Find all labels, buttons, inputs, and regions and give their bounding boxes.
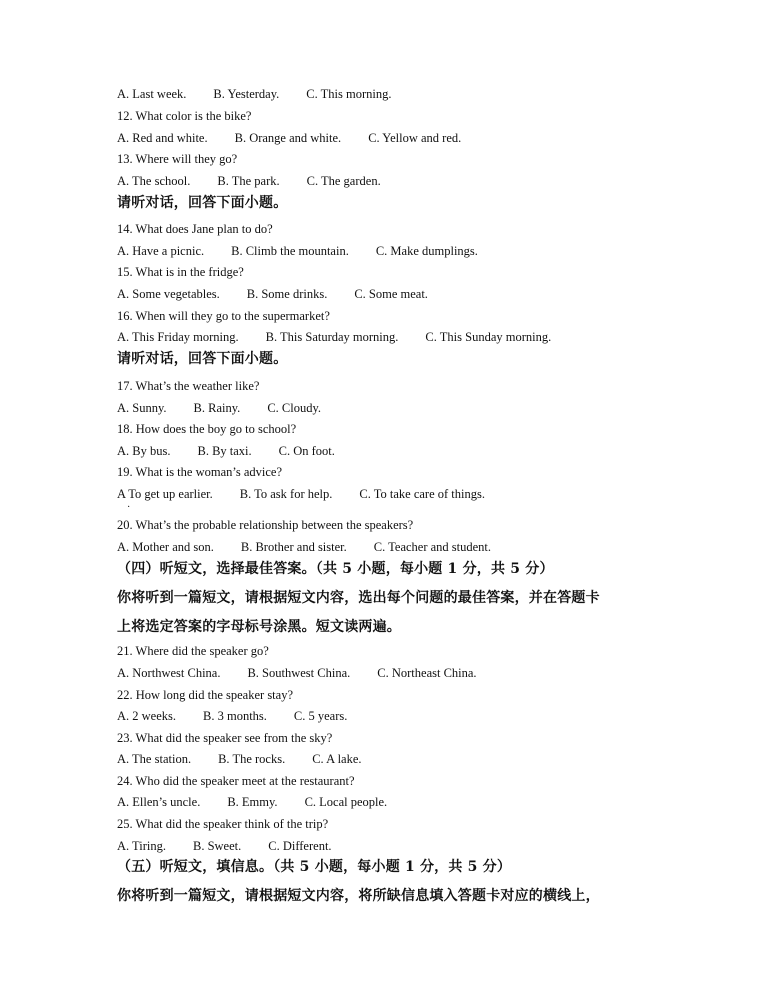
answer-option: C. Local people. bbox=[304, 795, 388, 809]
answer-options bbox=[117, 539, 491, 555]
answer-options bbox=[117, 794, 387, 810]
answer-options bbox=[117, 486, 485, 502]
answer-option: B. Brother and sister. bbox=[240, 540, 347, 554]
answer-option: B. Climb the mountain. bbox=[231, 244, 349, 258]
section-instruction: 你将听到一篇短文，请根据短文内容，将所缺信息填入答题卡对应的横线上， bbox=[117, 888, 600, 904]
answer-option: B. To ask for help. bbox=[239, 487, 333, 501]
section-instruction: （五）听短文，填信息。（共 5 小题，每小题 1 分，共 5 分） bbox=[117, 859, 512, 875]
answer-options bbox=[117, 751, 362, 767]
answer-option: B. Emmy. bbox=[227, 795, 278, 809]
section-instruction: 请听对话，回答下面小题。 bbox=[117, 195, 288, 211]
question-text: 23. What did the speaker see from the sky? bbox=[117, 731, 333, 745]
answer-option: A. Last week. bbox=[117, 87, 187, 101]
answer-options bbox=[117, 243, 478, 259]
answer-option: A. Mother and son. bbox=[117, 540, 214, 554]
answer-option: C. On foot. bbox=[278, 444, 335, 458]
answer-option: C. A lake. bbox=[312, 752, 362, 766]
question-text: 12. What color is the bike? bbox=[117, 109, 252, 123]
answer-option: B. Yesterday. bbox=[213, 87, 280, 101]
answer-option: A. Red and white. bbox=[117, 131, 208, 145]
answer-option: A. The station. bbox=[117, 752, 192, 766]
answer-option: C. 5 years. bbox=[293, 709, 348, 723]
answer-options bbox=[117, 286, 428, 302]
answer-option: B. Southwest China. bbox=[247, 666, 351, 680]
answer-option: B. Sweet. bbox=[192, 839, 242, 853]
answer-option: A. Tiring. bbox=[117, 839, 166, 853]
answer-option: C. Teacher and student. bbox=[373, 540, 492, 554]
stray-dot-mark: · bbox=[127, 502, 131, 513]
answer-options bbox=[117, 173, 381, 189]
answer-option: C. Yellow and red. bbox=[368, 131, 462, 145]
question-text: 13. Where will they go? bbox=[117, 152, 238, 166]
section-instruction: 上将选定答案的字母标号涂黑。短文读两遍。 bbox=[117, 619, 401, 635]
question-text: 18. How does the boy go to school? bbox=[117, 422, 297, 436]
answer-option: A. Some vegetables. bbox=[117, 287, 220, 301]
answer-option: A. 2 weeks. bbox=[117, 709, 177, 723]
answer-option: B. This Saturday morning. bbox=[265, 330, 399, 344]
question-text: 19. What is the woman’s advice? bbox=[117, 465, 283, 479]
answer-option: A. Sunny. bbox=[117, 401, 167, 415]
answer-options bbox=[117, 400, 321, 416]
answer-options bbox=[117, 86, 391, 102]
answer-options bbox=[117, 838, 332, 854]
answer-options bbox=[117, 443, 335, 459]
answer-option: B. By taxi. bbox=[197, 444, 252, 458]
answer-option: C. The garden. bbox=[306, 174, 381, 188]
answer-option: C. To take care of things. bbox=[359, 487, 485, 501]
answer-option: A. Northwest China. bbox=[117, 666, 221, 680]
question-text: 25. What did the speaker think of the trip? bbox=[117, 817, 329, 831]
answer-option: B. Orange and white. bbox=[234, 131, 342, 145]
question-text: 15. What is in the fridge? bbox=[117, 265, 244, 279]
answer-option: C. This morning. bbox=[306, 87, 392, 101]
section-instruction: （四）听短文，选择最佳答案。（共 5 小题，每小题 1 分，共 5 分） bbox=[117, 561, 554, 577]
question-text: 21. Where did the speaker go? bbox=[117, 644, 269, 658]
question-text: 14. What does Jane plan to do? bbox=[117, 222, 273, 236]
answer-option: B. The park. bbox=[217, 174, 280, 188]
answer-option: A. Ellen’s uncle. bbox=[117, 795, 201, 809]
question-text: 20. What’s the probable relationship between the speakers? bbox=[117, 518, 414, 532]
question-text: 24. Who did the speaker meet at the restaurant? bbox=[117, 774, 355, 788]
answer-option: A. The school. bbox=[117, 174, 191, 188]
question-text: 16. When will they go to the supermarket? bbox=[117, 309, 330, 323]
answer-option: C. Northeast China. bbox=[377, 666, 477, 680]
answer-option: A To get up earlier. bbox=[117, 487, 213, 501]
answer-option: C. Some meat. bbox=[354, 287, 428, 301]
answer-option: B. The rocks. bbox=[218, 752, 286, 766]
answer-option: B. 3 months. bbox=[203, 709, 267, 723]
answer-options bbox=[117, 708, 347, 724]
answer-option: C. Different. bbox=[268, 839, 332, 853]
question-text: 17. What’s the weather like? bbox=[117, 379, 260, 393]
answer-option: C. Cloudy. bbox=[267, 401, 322, 415]
answer-option: A. This Friday morning. bbox=[117, 330, 239, 344]
answer-option: C. This Sunday morning. bbox=[425, 330, 552, 344]
section-instruction: 请听对话，回答下面小题。 bbox=[117, 351, 288, 367]
question-text: 22. How long did the speaker stay? bbox=[117, 688, 294, 702]
answer-option: C. Make dumplings. bbox=[375, 244, 478, 258]
answer-option: A. By bus. bbox=[117, 444, 171, 458]
answer-options bbox=[117, 329, 551, 345]
section-instruction: 你将听到一篇短文，请根据短文内容，选出每个问题的最佳答案，并在答题卡 bbox=[117, 590, 600, 606]
answer-option: B. Rainy. bbox=[193, 401, 241, 415]
answer-options bbox=[117, 665, 477, 681]
answer-options bbox=[117, 130, 461, 146]
answer-option: B. Some drinks. bbox=[246, 287, 328, 301]
answer-option: A. Have a picnic. bbox=[117, 244, 205, 258]
